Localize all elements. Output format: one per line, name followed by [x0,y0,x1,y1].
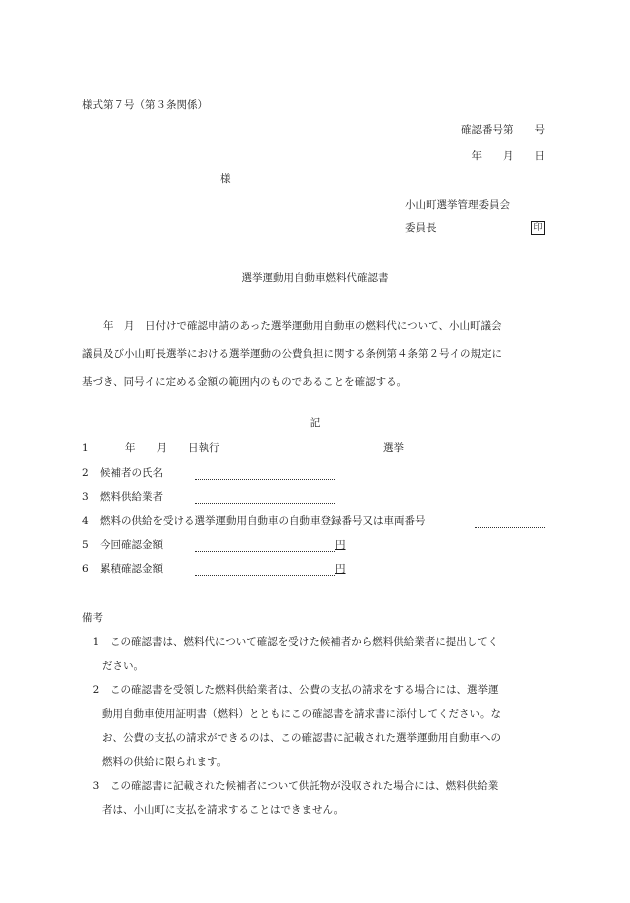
item-label: 年 月 日執行 [125,442,220,454]
currency-unit: 円 [335,563,346,575]
item-label: 燃料供給業者 [100,491,163,503]
issuer-title: 委員長 [405,222,437,234]
body-line: 基づき、同号イに定める金額の範囲内のものであることを確認する。 [82,376,408,388]
item-number: 3 [82,491,89,503]
remark-line: お、公費の支払の請求ができるのは、この確認書に記載された選挙運動用自動車への [102,732,501,744]
issuer-organization: 小山町選挙管理委員会 [405,199,510,211]
document-title: 選挙運動用自動車燃料代確認書 [241,272,389,284]
seal-mark: 印 [531,221,545,235]
remark-item [82,774,548,822]
body-line: 議員及び小山町長選挙における選挙運動の公費負担に関する条例第４条第２号イの規定に [82,348,502,360]
item-suffix: 選挙 [383,442,404,454]
remark-line: この確認書を受領した燃料供給業者は、公費の支払の請求をする場合には、選挙運 [110,684,499,696]
body-line: 年 月 日付けで確認申請のあった選挙運動用自動車の燃料代について、小山町議会 [103,320,502,332]
remark-line: ださい。 [102,660,144,672]
remark-number: 2 [92,684,100,696]
addressee-suffix: 様 [220,173,231,185]
remarks-list [82,630,548,822]
form-label: 様式第７号（第３条関係） [82,99,208,111]
remark-item [82,678,548,774]
item-number: 2 [82,467,89,479]
currency-unit: 円 [335,539,346,551]
fill-line [195,563,335,576]
item-label: 燃料の供給を受ける選挙運動用自動車の自動車登録番号又は車両番号 [100,515,426,527]
remark-line: 動用自動車使用証明書（燃料）とともにこの確認書を請求書に添付してください。な [102,708,501,720]
remark-line: 燃料の供給に限られます。 [102,756,228,768]
remark-line: この確認書に記載された候補者について供託物が没収された場合には、燃料供給業 [110,780,499,792]
item-label: 候補者の氏名 [100,467,163,479]
item-number: 5 [82,539,89,551]
remark-line: 者は、小山町に支払を請求することはできません。 [102,804,345,816]
remark-line: この確認書は、燃料代について確認を受けた候補者から燃料供給業者に提出してく [110,636,499,648]
item-number: 1 [82,442,89,454]
item-number: 6 [82,563,89,575]
fill-line [195,539,335,552]
fill-line [475,515,545,528]
issuer-title-line [405,221,545,235]
issue-date: 年 月 日 [471,150,545,162]
body-paragraph [82,312,548,396]
ki-heading: 記 [309,417,321,429]
fill-line [195,467,335,480]
remark-number: 1 [92,636,100,648]
item-number: 4 [82,515,89,527]
confirmation-number: 確認番号第 号 [461,124,545,136]
item-label: 累積確認金額 [100,563,163,575]
remark-item [82,630,548,678]
remark-number: 3 [92,780,100,792]
item-label: 今回確認金額 [100,539,163,551]
fill-line [195,491,335,504]
remarks-heading: 備考 [82,612,103,624]
